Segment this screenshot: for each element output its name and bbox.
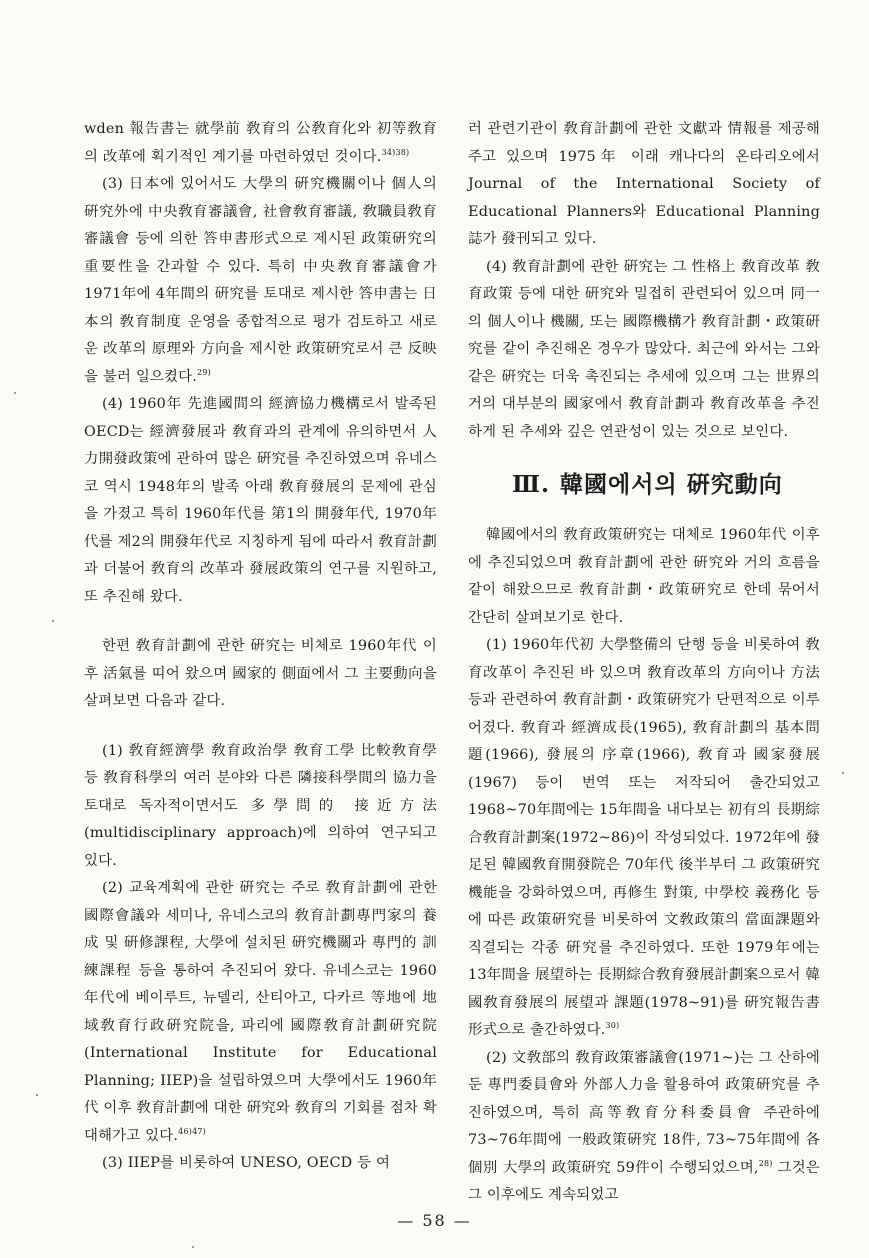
scan-speck (14, 392, 16, 394)
section-title: 韓國에서의 硏究動向 (560, 471, 783, 498)
scan-speck (36, 1094, 38, 1096)
paragraph (468, 1045, 820, 1210)
left-column (84, 116, 437, 1178)
paragraph: (4) 1960年 先進國間의 經濟協力機構로서 발족된 OECD는 經濟發展과 敎育과의 관계에 유의하면서 人力開發政策에 관하여 많은 硏究를 추진하였으며 유네스코 역시 1948年의 발족 아래 敎育發展의 문제에 관심을 가졌고 특히 1960年代를 第1의 開發年代, 1970年代를 제2의 開發年代로 지칭하게 됨에 따라서 敎育計劃과 더불어 敎育의 改革과 發展政策의 연구를 지원하고, 또 추진해 왔다. (84, 396, 437, 605)
paragraph (84, 171, 437, 391)
paragraph-text: (3) 日本에 있어서도 大學의 硏究機關이나 個人의 硏究外에 中央敎育審議會, 社會敎育審議, 敎職員敎育審議會 등에 의한 答申書形式으로 제시된 政策硏究의 重要性을 간과할 수 있다. 특히 中央敎育審議會가 1971年에 4年間의 硏究를 토대로 제시한 答申書는 日本의 敎育制度 운영을 종합적으로 평가 검토하고 새로운 改革의 原理와 方向을 제시한 政策硏究로서 큰 反映을 불러 일으켰다. (84, 176, 437, 385)
footnote-ref: 28) (758, 1158, 773, 1168)
paragraph: (4) 敎育計劃에 관한 硏究는 그 性格上 敎育改革 敎育政策 등에 대한 硏究와 밀접히 관련되어 있으며 同一의 個人이나 機關, 또는 國際機構가 敎育計劃・政策硏究를 같이 추진해온 경우가 많았다. 최근에 와서는 그와 같은 硏究는 더욱 촉진되는 추세에 있으며 그는 世界의 거의 대부분의 國家에서 敎育計劃과 敎育改革을 추진하게 된 추세와 깊은 연관성이 있는 것으로 보인다. (468, 258, 820, 440)
paragraph (468, 632, 820, 1045)
section-number: Ⅲ. (512, 471, 551, 498)
paragraph (84, 875, 437, 1150)
paragraph-text: wden 報告書는 就學前 敎育의 公敎育化와 初等敎育의 改革에 획기적인 계기를 마련하였던 것이다. (84, 121, 437, 165)
paragraph-text: 그것은 그 이후에도 계속되었고 (468, 1159, 820, 1203)
section-heading (468, 468, 820, 502)
right-column (468, 116, 820, 1210)
paragraph (84, 116, 437, 171)
footnote-ref: 30) (605, 1021, 620, 1031)
footnote-ref: 29) (197, 367, 211, 377)
paragraph-text: (1) 1960年代初 大學整備의 단행 등을 비롯하여 敎育改革이 추진된 바 있으며 敎育改革의 方向이나 方法 등과 관련하여 敎育計劃・政策硏究가 단편적으로 이루어졌다. 敎育과 經濟成長(1965), 敎育計劃의 基本問題(1966), 發展의 序章(1966), 敎育과 國家發展(1967) 등이 번역 또는 저작되어 출간되었고 1968~70年間에는 15年間을 내다보는 初有의 長期綜合敎育計劃案(1972~86)이 작성되었다. 1972年에 發足된 韓國敎育開發院은 70年代 後半부터 그 政策硏究機能을 강화하였으며, 再修生 對策, 中學校 義務化 등에 따른 政策硏究를 비롯하여 文敎政策의 當面課題와 직결되는 각종 硏究를 추진하였다. 또한 1979年에는 13年間을 展望하는 長期綜合敎育發展計劃案으로서 韓國敎育發展의 展望과 課題(1978~91)를 硏究報告書形式으로 출간하였다. (468, 637, 820, 1038)
footnote-ref: 46)47) (178, 1126, 206, 1136)
paragraph-text: (2) 文敎部의 敎育政策審議會(1971~)는 그 산하에 둔 專門委員會와 外部人力을 활용하여 政策硏究를 추진하였으며, 특히 高等敎育分科委員會 주관하에 73~76年間에 一般政策硏究 18件, 73~75年間에 各 個別 大學의 政策硏究 59件이 수행되었으며, (468, 1049, 820, 1176)
paragraph: 러 관련기관이 敎育計劃에 관한 文獻과 情報를 제공해 주고 있으며 1975年 이래 캐나다의 온타리오에서 Journal of the International Society of Educational Planners와 Educational Planning 誌가 發刊되고 있다. (468, 121, 820, 247)
scan-speck (192, 1246, 194, 1248)
paragraph: 韓國에서의 敎育政策硏究는 대체로 1960年代 이후에 추진되었으며 敎育計劃에 관한 硏究와 거의 흐름을 같이 해왔으므로 敎育計劃・政策硏究로 한데 묶어서 간단히 살펴보기로 한다. (468, 527, 820, 626)
paragraph-text: (2) 교육계획에 관한 硏究는 주로 敎育計劃에 관한 國際會議와 세미나, 유네스코의 敎育計劃專門家의 養成 및 硏修課程, 大學에 설치된 硏究機關과 專門的 訓練課程 등을 통하여 추진되어 왔다. 유네스코는 1960年代에 베이루트, 뉴델리, 산티아고, 다카르 等地에 地域敎育行政硏究院을, 파리에 國際敎育計劃硏究院(International Institute for Educational Planning; IIEP)을 설립하였으며 大學에서도 1960年代 이후 敎育計劃에 대한 硏究와 敎育의 기회를 점차 확대해가고 있다. (84, 880, 437, 1144)
paragraph: (1) 敎育經濟學 敎育政治學 敎育工學 比較敎育學 등 敎育科學의 여러 분야와 다른 隣接科學間의 協力을 토대로 독자적이면서도 多學問的 接近方法(multidisciplinary approach)에 의하여 연구되고 있다. (84, 742, 437, 869)
page-number: — 58 — (397, 1211, 472, 1230)
scan-speck (52, 620, 54, 622)
paragraph: (3) IIEP를 비롯하여 UNESO, OECD 등 여 (102, 1155, 391, 1171)
paragraph: 한편 敎育計劃에 관한 硏究는 비체로 1960年代 이후 活氣를 띠어 왔으며 國家的 側面에서 그 主要動向을 살펴보면 다음과 같다. (84, 638, 437, 709)
footnote-ref: 34)38) (381, 147, 410, 157)
scan-speck (842, 772, 844, 774)
